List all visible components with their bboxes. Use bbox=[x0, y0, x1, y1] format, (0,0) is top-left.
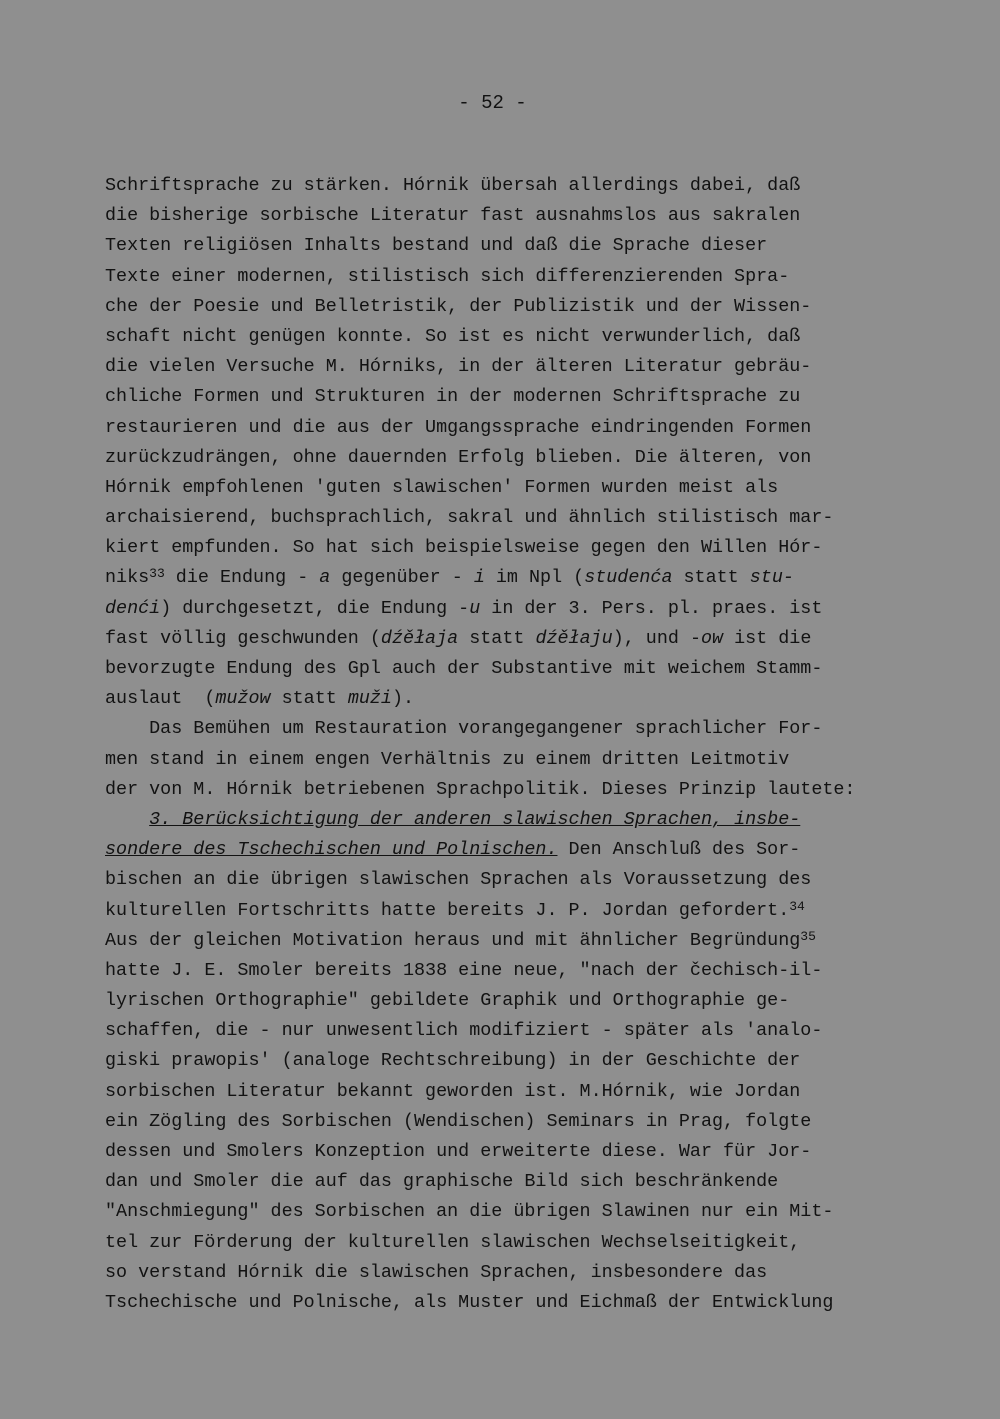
text-line bbox=[105, 684, 905, 714]
text-segment: Den Anschluß des Sor- bbox=[557, 839, 801, 861]
text-line bbox=[105, 624, 905, 654]
text-segment: niks bbox=[105, 567, 150, 589]
text-line bbox=[105, 1046, 905, 1076]
text-segment: dessen und Smolers Konzeption und erweiterte diese. War für Jor- bbox=[105, 1141, 812, 1162]
text-segment: a bbox=[319, 567, 331, 589]
text-segment: muži bbox=[347, 688, 392, 710]
text-segment: giski prawopis' (analoge Rechtschreibung) in der Geschichte der bbox=[105, 1050, 801, 1072]
text-segment: kulturellen Fortschritts hatte bereits J. P. Jordan gefordert. bbox=[105, 899, 790, 921]
text-segment: Aus der gleichen Motivation heraus und mit ähnlicher Begründung bbox=[105, 929, 801, 951]
text-segment: kiert empfunden. So hat sich beispielsweise gegen den Willen Hór- bbox=[105, 537, 823, 559]
text-line bbox=[105, 956, 905, 986]
text-segment: auslaut ( bbox=[105, 688, 216, 710]
text-line bbox=[105, 714, 905, 744]
text-segment bbox=[105, 809, 149, 830]
text-segment: lyrischen Orthographie" gebildete Graphik und Orthographie ge- bbox=[105, 990, 790, 1012]
text-segment: dźěłaju bbox=[535, 627, 613, 649]
text-line bbox=[105, 262, 905, 292]
footnote-ref: 35 bbox=[800, 928, 816, 944]
text-line bbox=[105, 503, 905, 533]
text-line bbox=[105, 775, 905, 805]
footnote-ref: 34 bbox=[789, 898, 805, 914]
text-segment: in der 3. Pers. pl. praes. ist bbox=[480, 597, 823, 619]
text-line bbox=[105, 1288, 905, 1318]
text-segment: studenća bbox=[584, 567, 673, 589]
text-segment: 3. Berücksichtigung der anderen slawischen Sprachen, insbe- bbox=[149, 808, 801, 830]
text-line bbox=[105, 926, 905, 956]
text-segment: che der Poesie und Belletristik, der Publizistik und der Wissen- bbox=[105, 295, 812, 317]
text-line bbox=[105, 201, 905, 231]
text-segment: u bbox=[469, 597, 481, 619]
text-line bbox=[105, 322, 905, 352]
text-line bbox=[105, 865, 905, 895]
text-line bbox=[105, 594, 905, 624]
text-segment: gegenüber - bbox=[330, 567, 474, 589]
text-segment: statt bbox=[458, 627, 536, 649]
text-line bbox=[105, 835, 905, 865]
text-segment: der von M. Hórnik betriebenen Sprachpolitik. Dieses Prinzip lautete: bbox=[105, 778, 856, 800]
text-segment: ) durchgesetzt, die Endung - bbox=[160, 597, 470, 619]
text-line bbox=[105, 1197, 905, 1227]
text-segment: so verstand Hórnik die slawischen Sprachen, insbesondere das bbox=[105, 1261, 768, 1283]
page-number: - 52 - bbox=[458, 92, 527, 114]
text-line bbox=[105, 352, 905, 382]
text-line bbox=[105, 896, 905, 926]
text-segment: bevorzugte Endung des Gpl auch der Substantive mit weichem Stamm- bbox=[105, 658, 823, 679]
text-line bbox=[105, 986, 905, 1016]
text-segment: hatte J. E. Smoler bereits 1838 eine neue, "nach der čechisch-il- bbox=[105, 959, 823, 981]
text-segment: schaft nicht genügen konnte. So ist es nicht verwunderlich, daß bbox=[105, 325, 801, 347]
text-segment: statt bbox=[270, 688, 348, 710]
footnote-ref: 33 bbox=[149, 566, 165, 582]
text-segment: ), und - bbox=[612, 627, 701, 649]
text-segment: ). bbox=[391, 688, 415, 710]
text-line bbox=[105, 292, 905, 322]
text-segment: Hórnik empfohlenen 'guten slawischen' Formen wurden meist als bbox=[105, 476, 779, 498]
text-segment: schaffen, die - nur unwesentlich modifiziert - später als 'analo- bbox=[105, 1020, 823, 1042]
text-segment: chliche Formen und Strukturen in der modernen Schriftsprache zu bbox=[105, 386, 801, 408]
text-segment: mužow bbox=[215, 688, 271, 710]
body-text bbox=[105, 171, 905, 1318]
text-segment: men stand in einem engen Verhältnis zu einem dritten Leitmotiv bbox=[105, 748, 790, 770]
text-segment: Tschechische und Polnische, als Muster und Eichmaß der Entwicklung bbox=[105, 1291, 834, 1313]
text-line bbox=[105, 563, 905, 593]
text-line bbox=[105, 1258, 905, 1288]
text-segment: ist die bbox=[723, 627, 812, 649]
text-line bbox=[105, 805, 905, 835]
text-segment: die bisherige sorbische Literatur fast ausnahmslos aus sakralen bbox=[105, 205, 801, 227]
text-segment: dźěłaja bbox=[380, 627, 459, 649]
text-segment: denći bbox=[105, 597, 161, 619]
text-segment: dan und Smoler die auf das graphische Bild sich beschränkende bbox=[105, 1171, 779, 1193]
text-line bbox=[105, 413, 905, 443]
text-segment: Das Bemühen um Restauration vorangegangener sprachlicher For- bbox=[105, 718, 823, 740]
text-segment: "Anschmiegung" des Sorbischen an die übrigen Slawinen nur ein Mit- bbox=[105, 1201, 834, 1223]
text-segment: im Npl ( bbox=[484, 567, 585, 589]
text-line bbox=[105, 1137, 905, 1167]
text-line bbox=[105, 1077, 905, 1107]
text-segment: sorbischen Literatur bekannt geworden ist. M.Hórnik, wie Jordan bbox=[105, 1080, 801, 1102]
text-segment: ein Zögling des Sorbischen (Wendischen) Seminars in Prag, folgte bbox=[105, 1110, 812, 1132]
text-line bbox=[105, 443, 905, 473]
text-segment: ow bbox=[701, 627, 724, 649]
text-segment: zurückzudrängen, ohne dauernden Erfolg blieben. Die älteren, von bbox=[105, 446, 812, 468]
text-segment: Schriftsprache zu stärken. Hórnik übersah allerdings dabei, daß bbox=[105, 175, 801, 196]
text-segment: sondere des Tschechischen und Polnischen. bbox=[105, 839, 558, 861]
text-segment: die vielen Versuche M. Hórniks, in der älteren Literatur gebräu- bbox=[105, 356, 812, 378]
text-line bbox=[105, 171, 905, 201]
text-segment: bischen an die übrigen slawischen Sprachen als Voraussetzung des bbox=[105, 869, 812, 891]
text-line bbox=[105, 1016, 905, 1046]
text-segment: die Endung - bbox=[164, 567, 320, 589]
text-line bbox=[105, 533, 905, 563]
text-segment: Texten religiösen Inhalts bestand und daß die Sprache dieser bbox=[105, 235, 768, 257]
text-line bbox=[105, 1107, 905, 1137]
text-line bbox=[105, 473, 905, 503]
text-line bbox=[105, 382, 905, 412]
text-segment: statt bbox=[672, 567, 750, 589]
text-line bbox=[105, 1167, 905, 1197]
text-segment: fast völlig geschwunden ( bbox=[105, 627, 381, 649]
text-line bbox=[105, 654, 905, 684]
text-segment: archaisierend, buchsprachlich, sakral und ähnlich stilistisch mar- bbox=[105, 507, 834, 529]
text-line bbox=[105, 1228, 905, 1258]
text-segment: stu- bbox=[749, 567, 794, 589]
text-line bbox=[105, 231, 905, 261]
text-segment: i bbox=[473, 567, 485, 589]
text-segment: restaurieren und die aus der Umgangssprache eindringenden Formen bbox=[105, 416, 812, 438]
text-segment: tel zur Förderung der kulturellen slawischen Wechselseitigkeit, bbox=[105, 1231, 801, 1253]
text-segment: Texte einer modernen, stilistisch sich differenzierenden Spra- bbox=[105, 265, 790, 287]
text-line bbox=[105, 745, 905, 775]
